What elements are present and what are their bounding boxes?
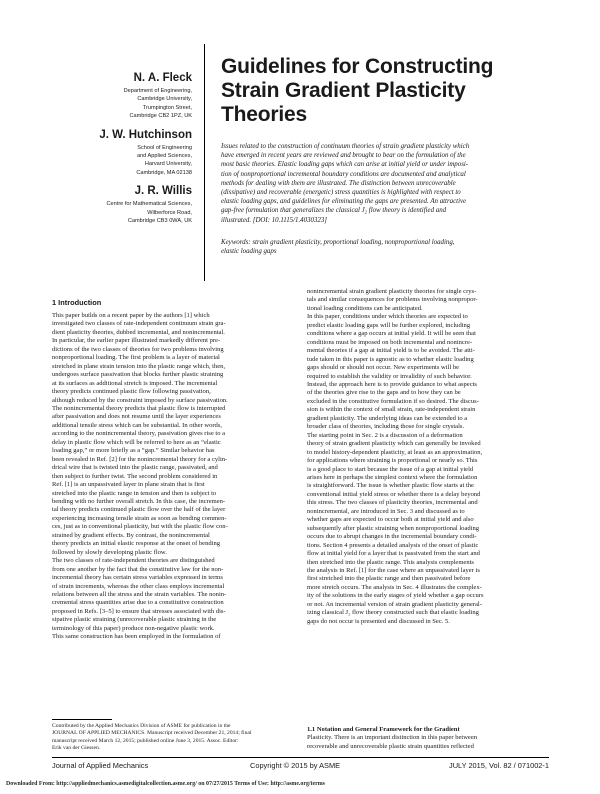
body-line: is straightforward. The issue is whether plastic flow starts at the (307, 482, 474, 490)
footer-rule (52, 757, 549, 758)
body-line: or not. An incremental version of strain gradient plasticity general- (307, 600, 482, 608)
abstract-line: (dissipative) and recoverable (energetic) stress quantities is highlighted with respect to (221, 189, 461, 197)
body-line: proposed in Refs. [3–5] to ensure that stresses associated with dis- (52, 607, 226, 615)
author-affiliation (52, 144, 192, 178)
body-line: occurs due to abrupt changes in the incremental boundary condi- (307, 533, 477, 541)
footnote-line: manuscript received March 12, 2015; published online June 3, 2015. Assoc. Editor: (52, 737, 239, 744)
body-line: In this paper, conditions under which theories are expected to (307, 313, 468, 321)
body-line: for applications where straining is proportional or nearly so. This (307, 457, 478, 465)
body-line: required to establish the validity or invalidity of such behavior. (307, 372, 472, 380)
body-line: then stretched into the plastic range. This analysis complements (307, 558, 474, 566)
body-line: is a good place to start because the issue of a gap at initial yield (307, 465, 474, 473)
body-line: nonproportional loading. The first problem is a layer of material (52, 354, 220, 362)
body-line: at its surfaces as additional stretch is imposed. The incremental (52, 379, 218, 387)
body-line: conventional initial yield stress or whether there is a delay beyond (307, 490, 481, 498)
body-line: stretched in plane strain tension into the plastic range which, then, (52, 362, 226, 370)
body-line: from one another by the fact that the constitutive law for the non- (52, 565, 224, 573)
affiliation-line: Wilberforce Road, (147, 209, 192, 216)
body-line: been revealed in Ref. [2] for the nonincremental theory for a cylin- (52, 455, 228, 463)
body-line: nonincremental strain gradient plasticity theories for single crys- (307, 288, 477, 295)
affiliation-line: Trumpington Street, (142, 104, 192, 111)
body-line: tal theory predicts continued plastic flow over the half of the layer (52, 506, 226, 514)
body-line: loading gap,” or more briefly as a “gap.” Similar behavior has (52, 447, 215, 455)
body-line: ity of the solutions in the early stages of yield whether a gap occurs (307, 592, 484, 600)
affiliation-line: School of Engineering (137, 144, 192, 151)
abstract-line: Issues related to the construction of continuum theories of strain gradient plasticity which (221, 143, 470, 150)
body-line: delay in plastic flow which will be referred to here as an “elastic (52, 438, 221, 446)
body-line: theory predicts continued plastic flow following passivation, (52, 388, 211, 396)
author-list (52, 72, 192, 233)
body-line: terminology of this paper) produce non-negative plastic work. (52, 624, 215, 632)
body-line: The nonincremental theory predicts that plastic flow is interrupted (52, 404, 226, 412)
body-line: more stretch occurs. The analysis in Sec. 4 illustrates the complex- (307, 583, 482, 591)
body-line: tional loading conditions can be anticipated. (307, 304, 423, 312)
body-line: dient plasticity theories, dubbed incremental, and nonincremental. (52, 328, 225, 336)
body-line: The starting point in Sec. 2 is a discussion of a deformation (307, 431, 463, 439)
abstract-line: methods for dealing with them are illustrated. The distinction between unrecoverable (221, 179, 456, 187)
abstract-line: most basic theories. Elastic loading gaps which can arise at initial yield or under imposi- (221, 161, 469, 169)
body-line: then subject to further twist. The second problem considered in (52, 472, 218, 480)
subsection (307, 726, 549, 751)
body-column-right (307, 288, 549, 626)
author-name: J. R. Willis (134, 185, 192, 198)
subsection-line: recoverable and unrecoverable plastic strain quantities reflected (307, 742, 474, 750)
body-line: broader class of theories, including those for single crystals. (307, 423, 465, 431)
body-line: The two classes of rate-independent theories are distinguished (52, 557, 215, 565)
footnote-line: Erik van der Giessen. (52, 745, 101, 752)
body-line: stretched into the plastic range in tension and then is subject to (52, 489, 217, 497)
header-divider (204, 44, 205, 281)
footnote-line: Contributed by the Applied Mechanics Division of ASME for publication in the (52, 723, 231, 729)
body-line: mental theories if a gap at initial yield is to be avoided. The atti- (307, 347, 475, 355)
footer-journal: Journal of Applied Mechanics (52, 761, 149, 770)
author-name: J. W. Hutchinson (99, 128, 192, 141)
body-line: experiencing increasing tensile strain as soon as bending commen- (52, 514, 227, 522)
body-line: sipative plastic straining (unrecoverable plastic straining in the (52, 616, 217, 624)
author-block (52, 185, 192, 225)
body-line: of the theories give rise to the gaps and to how they can be (307, 389, 461, 397)
body-line: Instead, the approach here is to provide guidance to what aspects (307, 380, 477, 388)
body-line: although reduced by the constraint imposed by surface passivation. (52, 396, 228, 404)
body-column-left (52, 312, 294, 642)
author-affiliation (52, 200, 192, 225)
body-line: strained by gradient effects. By contrast, the nonincremental (52, 531, 210, 539)
body-line: dictions of the two classes of theories for two problems involving (52, 345, 224, 353)
body-line: gaps should or should not occur. New experiments will be (307, 364, 460, 372)
body-line: ces, just as in conventional plasticity, but with the plastic flow con- (52, 523, 228, 531)
author-block (52, 72, 192, 121)
abstract-line: tion of nonproportional incremental boundary conditions are documented and analytical (221, 170, 466, 178)
author-block (52, 129, 192, 178)
title-line: Strain Gradient Plasticity (221, 79, 466, 102)
abstract-line: elastic loading gaps, and guidelines for eliminating the gaps are presented. An attractive (221, 198, 467, 206)
body-line: gradient plasticity. The underlying ideas can be extended to a (307, 414, 468, 422)
title-line: Theories (221, 103, 307, 126)
body-line: undergoes surface passivation that blocks further plastic straining (52, 371, 224, 379)
affiliation-line: Cambridge, MA 02138 (136, 169, 192, 176)
body-line: tude taken in this paper is agnostic as to whether elastic loading (307, 355, 474, 363)
footnote-rule (52, 719, 112, 720)
body-line: after passivation and does not resume until the layer experiences (52, 413, 221, 421)
body-line: In particular, the earlier paper illustrated markedly different pre- (52, 337, 221, 345)
body-line: tals and similar consequences for problems involving nonpropor- (307, 296, 478, 304)
body-line: to model history-dependent plasticity, at least as an approximation, (307, 448, 483, 456)
affiliation-line: Cambridge CB2 1PZ, UK (129, 113, 192, 120)
footnote-line: JOURNAL OF APPLIED MECHANICS. Manuscript received December 21, 2014; final (52, 730, 252, 737)
body-line: incremental theory has certain stress variables expressed in terms (52, 574, 223, 582)
body-line: excluded in the constitutive formulation if so desired. The discus- (307, 397, 479, 405)
affiliation-line: Centre for Mathematical Sciences, (106, 201, 192, 208)
title-line: Guidelines for Constructing (221, 55, 494, 78)
keywords (221, 238, 574, 256)
footnote (52, 723, 294, 753)
body-line: flow at initial yield for a layer that is passivated from the start and (307, 550, 480, 558)
subsection-heading: 1.1 Notation and General Framework for the Gradient (307, 726, 460, 733)
footer-copyright: Copyright © 2015 by ASME (250, 761, 341, 770)
download-notice[interactable]: Downloaded From: http://appliedmechanics.asmedigitalcollection.asme.org/ on 07/27/2015 Terms of Use: http://asme.org/terms (6, 781, 325, 787)
body-line: followed by slowly developing plastic flow. (52, 548, 167, 556)
body-line: conditions where a gap occurs at initial yield. It will be seen that (307, 330, 476, 338)
body-line: bending with no further overall stretch. In this case, the incremen- (52, 497, 226, 505)
abstract (221, 142, 574, 225)
abstract-line: illustrated. [DOI: 10.1115/1.4030323] (221, 216, 327, 224)
body-line: This same construction has been employed in the formulation of (52, 633, 221, 641)
author-name: N. A. Fleck (133, 72, 192, 84)
body-line: of strain increments, whereas the other class employs incremental (52, 582, 225, 590)
affiliation-line: Cambridge University, (137, 96, 192, 103)
abstract-line: gap-free formulation that generalizes the classical J₂ flow theory is identified and (221, 207, 447, 215)
body-line: This paper builds on a recent paper by the authors [1] which (52, 312, 210, 319)
body-line: the analysis in Ref. [1] for the case where an unpassivated layer is (307, 566, 480, 574)
body-line: drical wire that is twisted into the plastic range, passivated, and (52, 464, 218, 472)
body-line: Ref. [1] is an unpassivated layer in plane strain that is first (52, 481, 205, 489)
affiliation-line: Harvard University, (144, 161, 192, 168)
body-line: according to the nonincremental theory, passivation gives rise to a (52, 430, 226, 438)
body-line: izing classical J₂ flow theory constructed such that elastic loading (307, 609, 479, 617)
affiliation-line: and Applied Sciences, (136, 153, 192, 160)
subsection-line: Plasticity. There is an important distinction in this paper between (307, 734, 478, 742)
abstract-line: have emerged in recent years are reviewed and brought to bear on the formulation of the (221, 152, 466, 160)
keywords-line: elastic loading gaps (221, 248, 277, 256)
body-line: theory of strain gradient plasticity which can generally be invoked (307, 440, 481, 448)
body-line: conditions must be imposed on both incremental and nonincre- (307, 338, 473, 346)
body-line: first stretched into the plastic range and then passivated before (307, 575, 471, 583)
body-line: subsequently after plastic straining when nonproportional loading (307, 524, 479, 532)
body-line: predict elastic loading gaps will be further explored, including (307, 321, 471, 329)
body-line: nonincremental, are introduced in Sec. 3 and discussed as to (307, 507, 465, 515)
body-line: cremental stress quantities arise due to a constitutive construction (52, 599, 224, 607)
body-line: whether gaps are expected to occur both at initial yield and also (307, 516, 474, 524)
keywords-line: Keywords: strain gradient plasticity, proportional loading, nonproportional loading, (221, 239, 455, 246)
affiliation-line: Department of Engineering, (123, 88, 192, 94)
section-heading: 1 Introduction (52, 298, 102, 307)
body-line: theory predicts an initial elastic response at the onset of bending (52, 540, 220, 548)
body-line: this stress. The two classes of plasticity theories, incremental and (307, 499, 478, 507)
body-line: sion is within the context of small strain, rate-independent strain (307, 406, 476, 414)
body-line: gaps do not occur is presented and discussed in Sec. 5. (307, 617, 450, 625)
body-line: additional tensile stress which can be substantial. In other words, (52, 421, 222, 429)
paper-title (221, 55, 561, 127)
body-line: tions. Section 4 presents a detailed analysis of the onset of plastic (307, 541, 479, 549)
author-affiliation (52, 87, 192, 121)
body-line: relations between all the stress and the strain variables. The nonin- (52, 590, 227, 598)
footer-issue: JULY 2015, Vol. 82 / 071002-1 (449, 761, 549, 770)
body-line: investigated two classes of rate-independent continuum strain gra- (52, 320, 226, 328)
affiliation-line: Cambridge CB3 0WA, UK (127, 218, 192, 225)
body-line: arises here in perhaps the simplest context where the formulation (307, 473, 478, 481)
